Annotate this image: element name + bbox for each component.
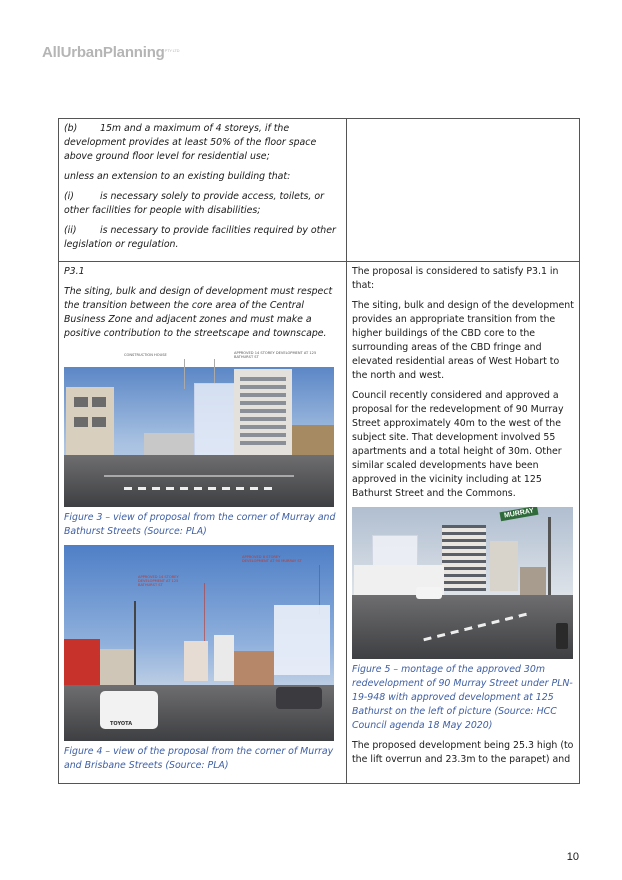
response-intro: The proposal is considered to satisfy P3.1 in that: — [352, 266, 559, 291]
logo-text: AllUrbanPlanning — [42, 44, 165, 61]
p3-1-standard-text: The siting, bulk and design of development must respect the transition between the core area of the Central Business Zone and adjacent zones and must make a positive contribution to the streetscape and townscape. — [64, 286, 333, 339]
empty-response-cell — [347, 119, 580, 262]
unless-text: unless an extension to an existing building that: — [64, 171, 291, 182]
table-row — [59, 119, 580, 262]
table-row — [59, 262, 580, 784]
fig4-annotation-right: APPROVED 8 STOREY DEVELOPMENT AT 90 MURRAY ST — [242, 555, 302, 563]
clause-i-label: (i) — [64, 191, 74, 202]
clause-i-text-rest: other facilities for people with disabilities; — [64, 205, 261, 216]
figure-5-caption: Figure 5 – montage of the approved 30m redevelopment of 90 Murray Street under PLN-19-948 with approved development at 125 Bathurst on the left of picture (Source: HCC Council agenda 18 May 2020) — [352, 664, 573, 731]
clause-b-text-first: 15m and a maximum of 4 storeys, if the — [100, 123, 290, 134]
fig3-annotation-right: APPROVED 14 STOREY DEVELOPMENT AT 125 BATHURST ST — [234, 351, 317, 359]
clause-i-text-first: is necessary solely to provide access, toilets, or — [100, 191, 324, 202]
fig3-annotation-left: CONSTRUCTION HOUSE — [124, 353, 167, 357]
figure-5-image — [352, 507, 573, 659]
response-paragraph-height: The proposed development being 25.3 high (to the lift overrun and 23.3m to the parapet) and — [352, 740, 574, 765]
response-cell — [347, 262, 580, 784]
performance-criteria-cell — [59, 262, 347, 784]
figure-3-caption: Figure 3 – view of proposal from the corner of Murray and Bathurst Streets (Source: PLA) — [64, 512, 336, 537]
clause-ii-text-first: is necessary to provide facilities required by other — [100, 225, 336, 236]
page-number: 10 — [566, 851, 579, 863]
response-paragraph-approvals: Council recently considered and approved a proposal for the redevelopment of 90 Murray Street approximately 40m to the west of the subject site. That development involved 55 apartments and a total height of 30m. Other similar scaled developments have been approved in the vicinity including at 125 Bathurst Street and the Commons. — [352, 390, 564, 499]
figure-3-image — [64, 347, 334, 507]
company-logo — [42, 44, 179, 61]
p3-1-heading: P3.1 — [64, 266, 85, 277]
fig5-street-sign: MURRAY — [500, 507, 539, 521]
response-paragraph-transition: The siting, bulk and design of the development provides an appropriate transition from the higher buildings of the CBD core to the surrounding areas of the CBD fringe and elevated residential areas of West Hobart to the north and west. — [352, 300, 574, 381]
figure-4-caption: Figure 4 – view of the proposal from the corner of Murray and Brisbane Streets (Source: PLA) — [64, 746, 334, 771]
logo-superscript: PTY LTD — [164, 48, 180, 53]
clause-b-text-rest: development provides at least 50% of the floor space above ground floor level for residential use; — [64, 137, 317, 162]
fig4-car-label: TOYOTA — [110, 721, 133, 727]
clause-ii-label: (ii) — [64, 225, 77, 236]
standard-cell-continued — [59, 119, 347, 262]
clause-ii-text-rest: legislation or regulation. — [64, 239, 179, 250]
fig4-annotation-left: APPROVED 14 STOREY DEVELOPMENT AT 125 BATHURST ST — [138, 575, 179, 587]
figure-4-image — [64, 545, 334, 741]
clause-b-label: (b) — [64, 123, 78, 134]
assessment-table — [58, 118, 580, 784]
